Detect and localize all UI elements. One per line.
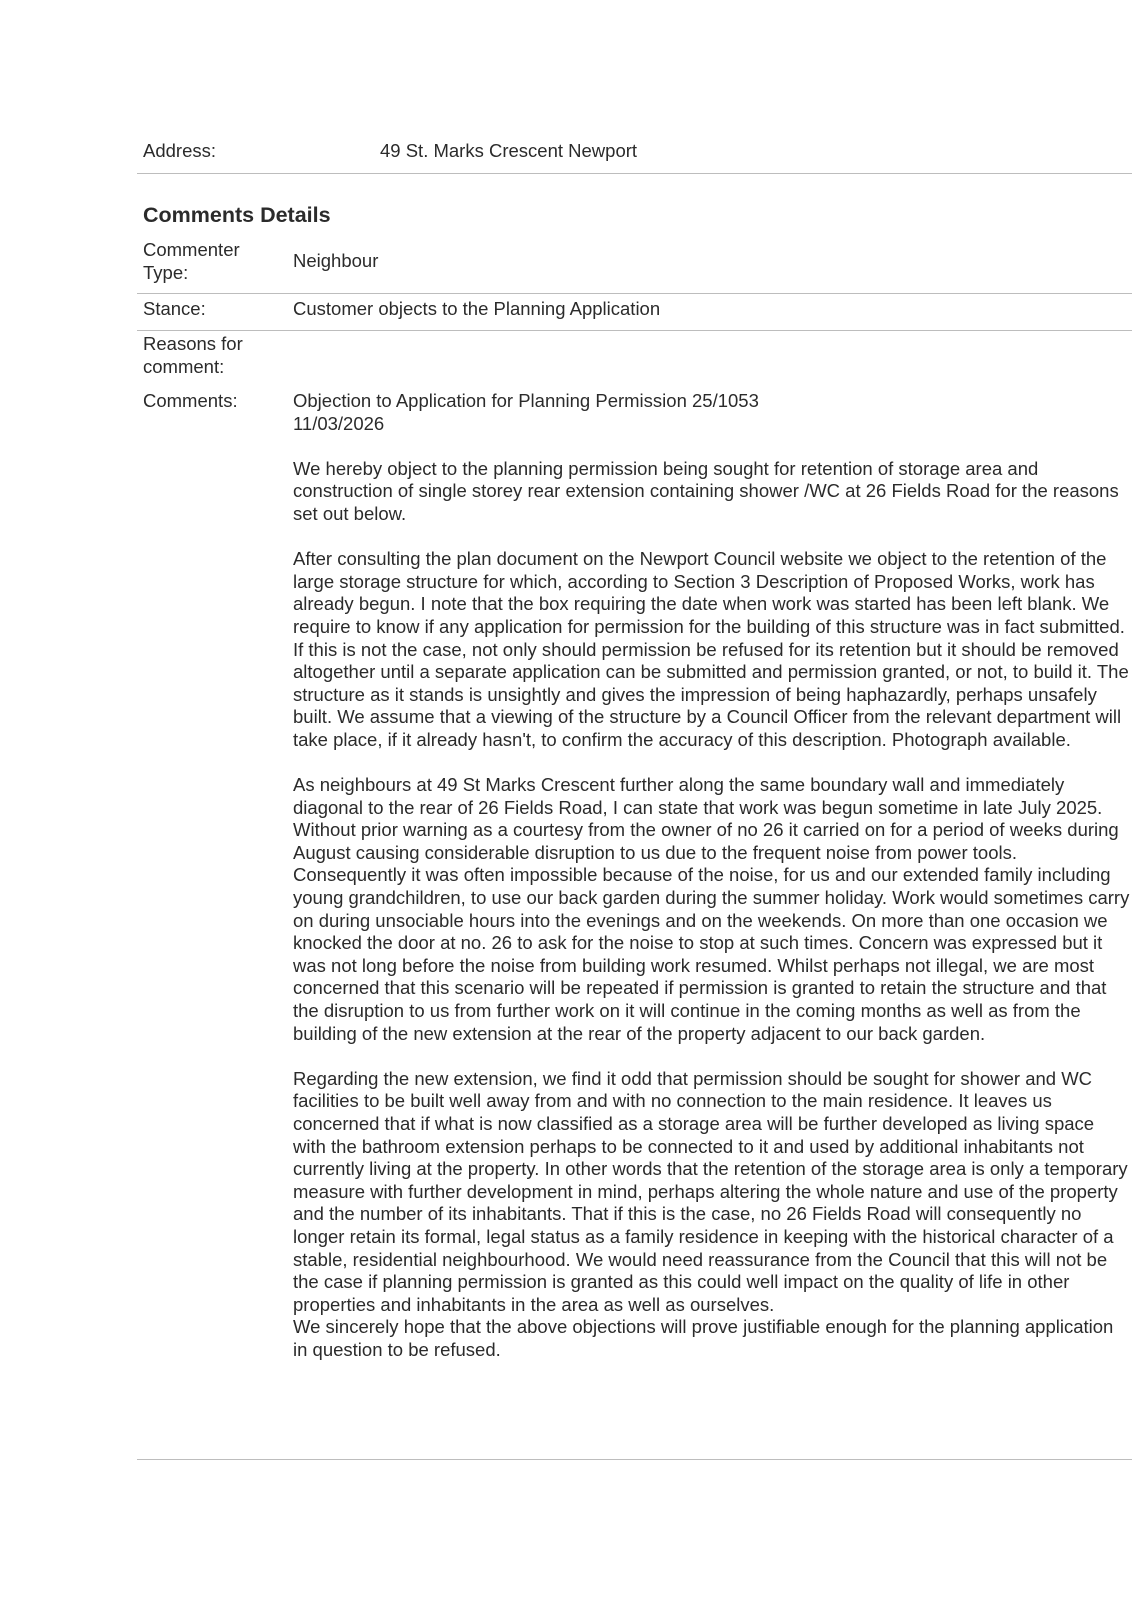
comment-paragraph: We hereby object to the planning permission being sought for retention of storage area and construction of single storey rear extension containing shower /WC at 26 Fields Road for the reasons set out below. bbox=[293, 457, 1119, 524]
commenter-type-row bbox=[137, 239, 1132, 294]
stance-label: Stance: bbox=[143, 298, 206, 319]
comments-row bbox=[137, 390, 1132, 1460]
address-value: 49 St. Marks Crescent Newport bbox=[380, 140, 638, 161]
commenter-type-value: Neighbour bbox=[293, 250, 379, 271]
commenter-type-label: Commenter Type: bbox=[143, 239, 240, 283]
comment-paragraph: After consulting the plan document on the Newport Council website we object to the retention of the large storage structure for which, according to Section 3 Description of Proposed Works, work has already begun. I note that the box requiring the date when work was started has been left blank. We require to know if any application for permission for the building of this structure was in fact submitted. If this is not the case, not only should permission be refused for its retention but it should be removed altogether until a separate application can be submitted and permission granted, or not, to build it. The structure as it stands is unsightly and gives the impression of being haphazardly, perhaps unsafely built. We assume that a viewing of the structure by a Council Officer from the relevant department will take place, if it already hasn't, to confirm the accuracy of this description. Photograph available. bbox=[293, 548, 1129, 750]
reasons-row bbox=[137, 333, 1132, 385]
comment-paragraph: Objection to Application for Planning Permission 25/1053 11/03/2026 bbox=[293, 390, 759, 434]
address-label: Address: bbox=[143, 140, 217, 161]
comment-paragraph: As neighbours at 49 St Marks Crescent further along the same boundary wall and immediately diagonal to the rear of 26 Fields Road, I can state that work was begun sometime in late July 2025. Without prior warning as a courtesy from the owner of no 26 it carried on for a period of weeks during August causing considerable disruption to us due to the frequent noise from power tools. Consequently it was often impossible because of the noise, for us and our extended family including young grandchildren, to use our back garden during the summer holiday. Work would sometimes carry on during unsociable hours into the evenings and on the weekends. On more than one occasion we knocked the door at no. 26 to ask for the noise to stop at such times. Concern was expressed but it was not long before the noise from building work resumed. Whilst perhaps not illegal, we are most concerned that this scenario will be repeated if permission is granted to retain the structure and that the disruption to us from further work on it will continue in the coming months as well as from the building of the new extension at the rear of the property adjacent to our back garden. bbox=[293, 774, 1130, 1044]
reasons-label: Reasons for comment: bbox=[143, 333, 243, 377]
comment-paragraph: Regarding the new extension, we find it odd that permission should be sought for shower and WC facilities to be built well away from and with no connection to the main residence. It leaves us concerned that if what is now classified as a storage area will be further developed as living space with the bathroom extension perhaps to be connected to it and used by additional inhabitants not currently living at the property. In other words that the retention of the storage area is only a temporary measure with further development in mind, perhaps altering the whole nature and use of the property and the number of its inhabitants. That if this is the case, no 26 Fields Road will consequently no longer retain its formal, legal status as a family residence in keeping with the historical character of a stable, residential neighbourhood. We would need reassurance from the Council that this will not be the case if planning permission is granted as this could well impact on the quality of life in other properties and inhabitants in the area as well as ourselves. bbox=[293, 1067, 1128, 1315]
comment-paragraph: We sincerely hope that the above objections will prove justifiable enough for the planning application in question to be refused. bbox=[293, 1316, 1114, 1360]
comments-label: Comments: bbox=[143, 390, 238, 411]
section-title: Comments Details bbox=[143, 203, 331, 227]
stance-row bbox=[137, 297, 1132, 331]
stance-value: Customer objects to the Planning Application bbox=[293, 298, 661, 319]
address-row bbox=[137, 140, 1132, 174]
comments-body bbox=[293, 390, 1131, 1362]
